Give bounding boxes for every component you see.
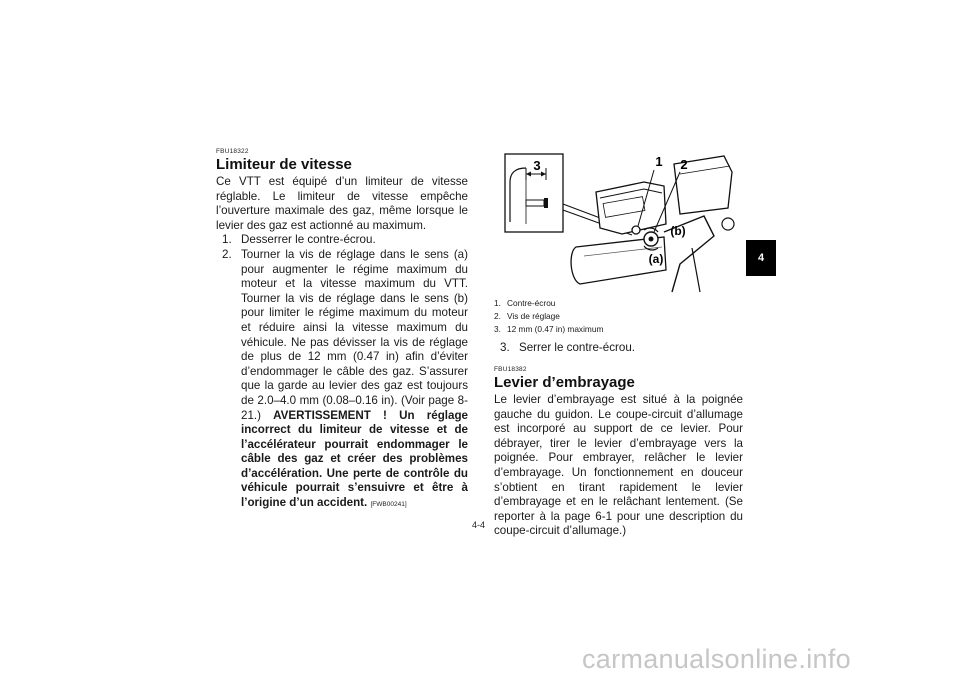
caption-3	[494, 323, 743, 336]
inset-screw-head	[544, 198, 548, 208]
step-text-with-warning	[241, 248, 468, 513]
lever-edge	[692, 248, 700, 292]
caption-number: 3.	[494, 324, 501, 334]
label-2: 2	[680, 157, 688, 172]
step-number: 2.	[222, 247, 232, 261]
warning-code: [FWB00241]	[370, 501, 407, 509]
clutch-lever-section	[494, 366, 743, 539]
adjusting-screw-center	[649, 237, 654, 242]
section-title: Levier d’embrayage	[494, 374, 635, 391]
label-b: (b)	[670, 224, 686, 238]
throttle-diagram	[504, 152, 742, 294]
step-number: 1.	[222, 233, 232, 247]
section-code: FBU18322	[216, 148, 249, 155]
caption-text: Contre-écrou	[507, 298, 556, 308]
figure-captions	[494, 297, 743, 336]
step-text: Tourner la vis de réglage dans le sens (a) pour augmenter le régime maximum du moteur et la vitesse maximum du VTT. Tourner la vis de réglage dans le sens (b) pour limiter le régime maximum du moteur et réduire ainsi la vitesse maximum du véhicule. Ne pas dévisser la vis de réglage de plus de 12 mm (0.47 in) afin d’éviter d’endommager le câble des gaz. S’assurer que la garde au levier des gaz est toujours de 2.0–4.0 mm (0.08–0.16 in). (Voir page 8-21.)	[241, 247, 468, 422]
label-a: (a)	[648, 252, 664, 266]
caption-2	[494, 310, 743, 323]
inset-screw	[526, 200, 544, 206]
step-text: Serrer le contre-écrou.	[519, 341, 635, 354]
speed-limiter-section	[216, 148, 468, 513]
step-number: 3.	[500, 341, 510, 354]
caption-1	[494, 297, 743, 310]
label-3: 3	[533, 158, 541, 173]
step-3	[494, 341, 743, 356]
caption-text: Vis de réglage	[507, 311, 560, 321]
intro-paragraph: Ce VTT est équipé d’un limiteur de vitesse réglable. Le limiteur de vitesse empêche l’ouverture maximale des gaz, même lorsque le levier des gaz est actionné au maximum.	[216, 175, 468, 232]
section-title: Limiteur de vitesse	[216, 156, 352, 173]
caption-number: 2.	[494, 311, 501, 321]
label-1: 1	[655, 154, 663, 169]
step-2	[216, 248, 468, 513]
master-cylinder	[596, 182, 666, 234]
caption-text: 12 mm (0.47 in) maximum	[507, 324, 604, 334]
step-1	[216, 233, 468, 248]
mount-bolt	[722, 218, 734, 230]
locknut	[632, 226, 640, 234]
step-text: Desserrer le contre-écrou.	[241, 233, 376, 247]
section-code: FBU18382	[494, 366, 527, 373]
caption-number: 1.	[494, 298, 501, 308]
throttle-illustration	[504, 152, 742, 294]
watermark: carmanualsonline.info	[582, 644, 851, 674]
chapter-tab: 4	[746, 240, 776, 276]
body-paragraph: Le levier d’embrayage est situé à la poignée gauche du guidon. Le coupe-circuit d’allumage est incorporé au support de ce levier. Pour débrayer, tirer le levier d’embrayage vers la poignée. Pour embrayer, relâcher le levier d’embrayage. Un fonctionnement en douceur s’obtient en tirant rapidement le levier d’embrayage et en le relâchant lentement. (Se reporter à la page 6-1 pour une description du coupe-circuit d’allumage.)	[494, 393, 743, 538]
page-number: 4-4	[472, 520, 486, 530]
warning-text: AVERTISSEMENT ! Un réglage incorrect du limiteur de vitesse et de l’accélérateur pourrait endommager le câble des gaz et créer des problèmes d’accélération. Une perte de contrôle du véhicule pourrait s’ensuivre et être à l’origine d’un accident.	[241, 408, 468, 510]
